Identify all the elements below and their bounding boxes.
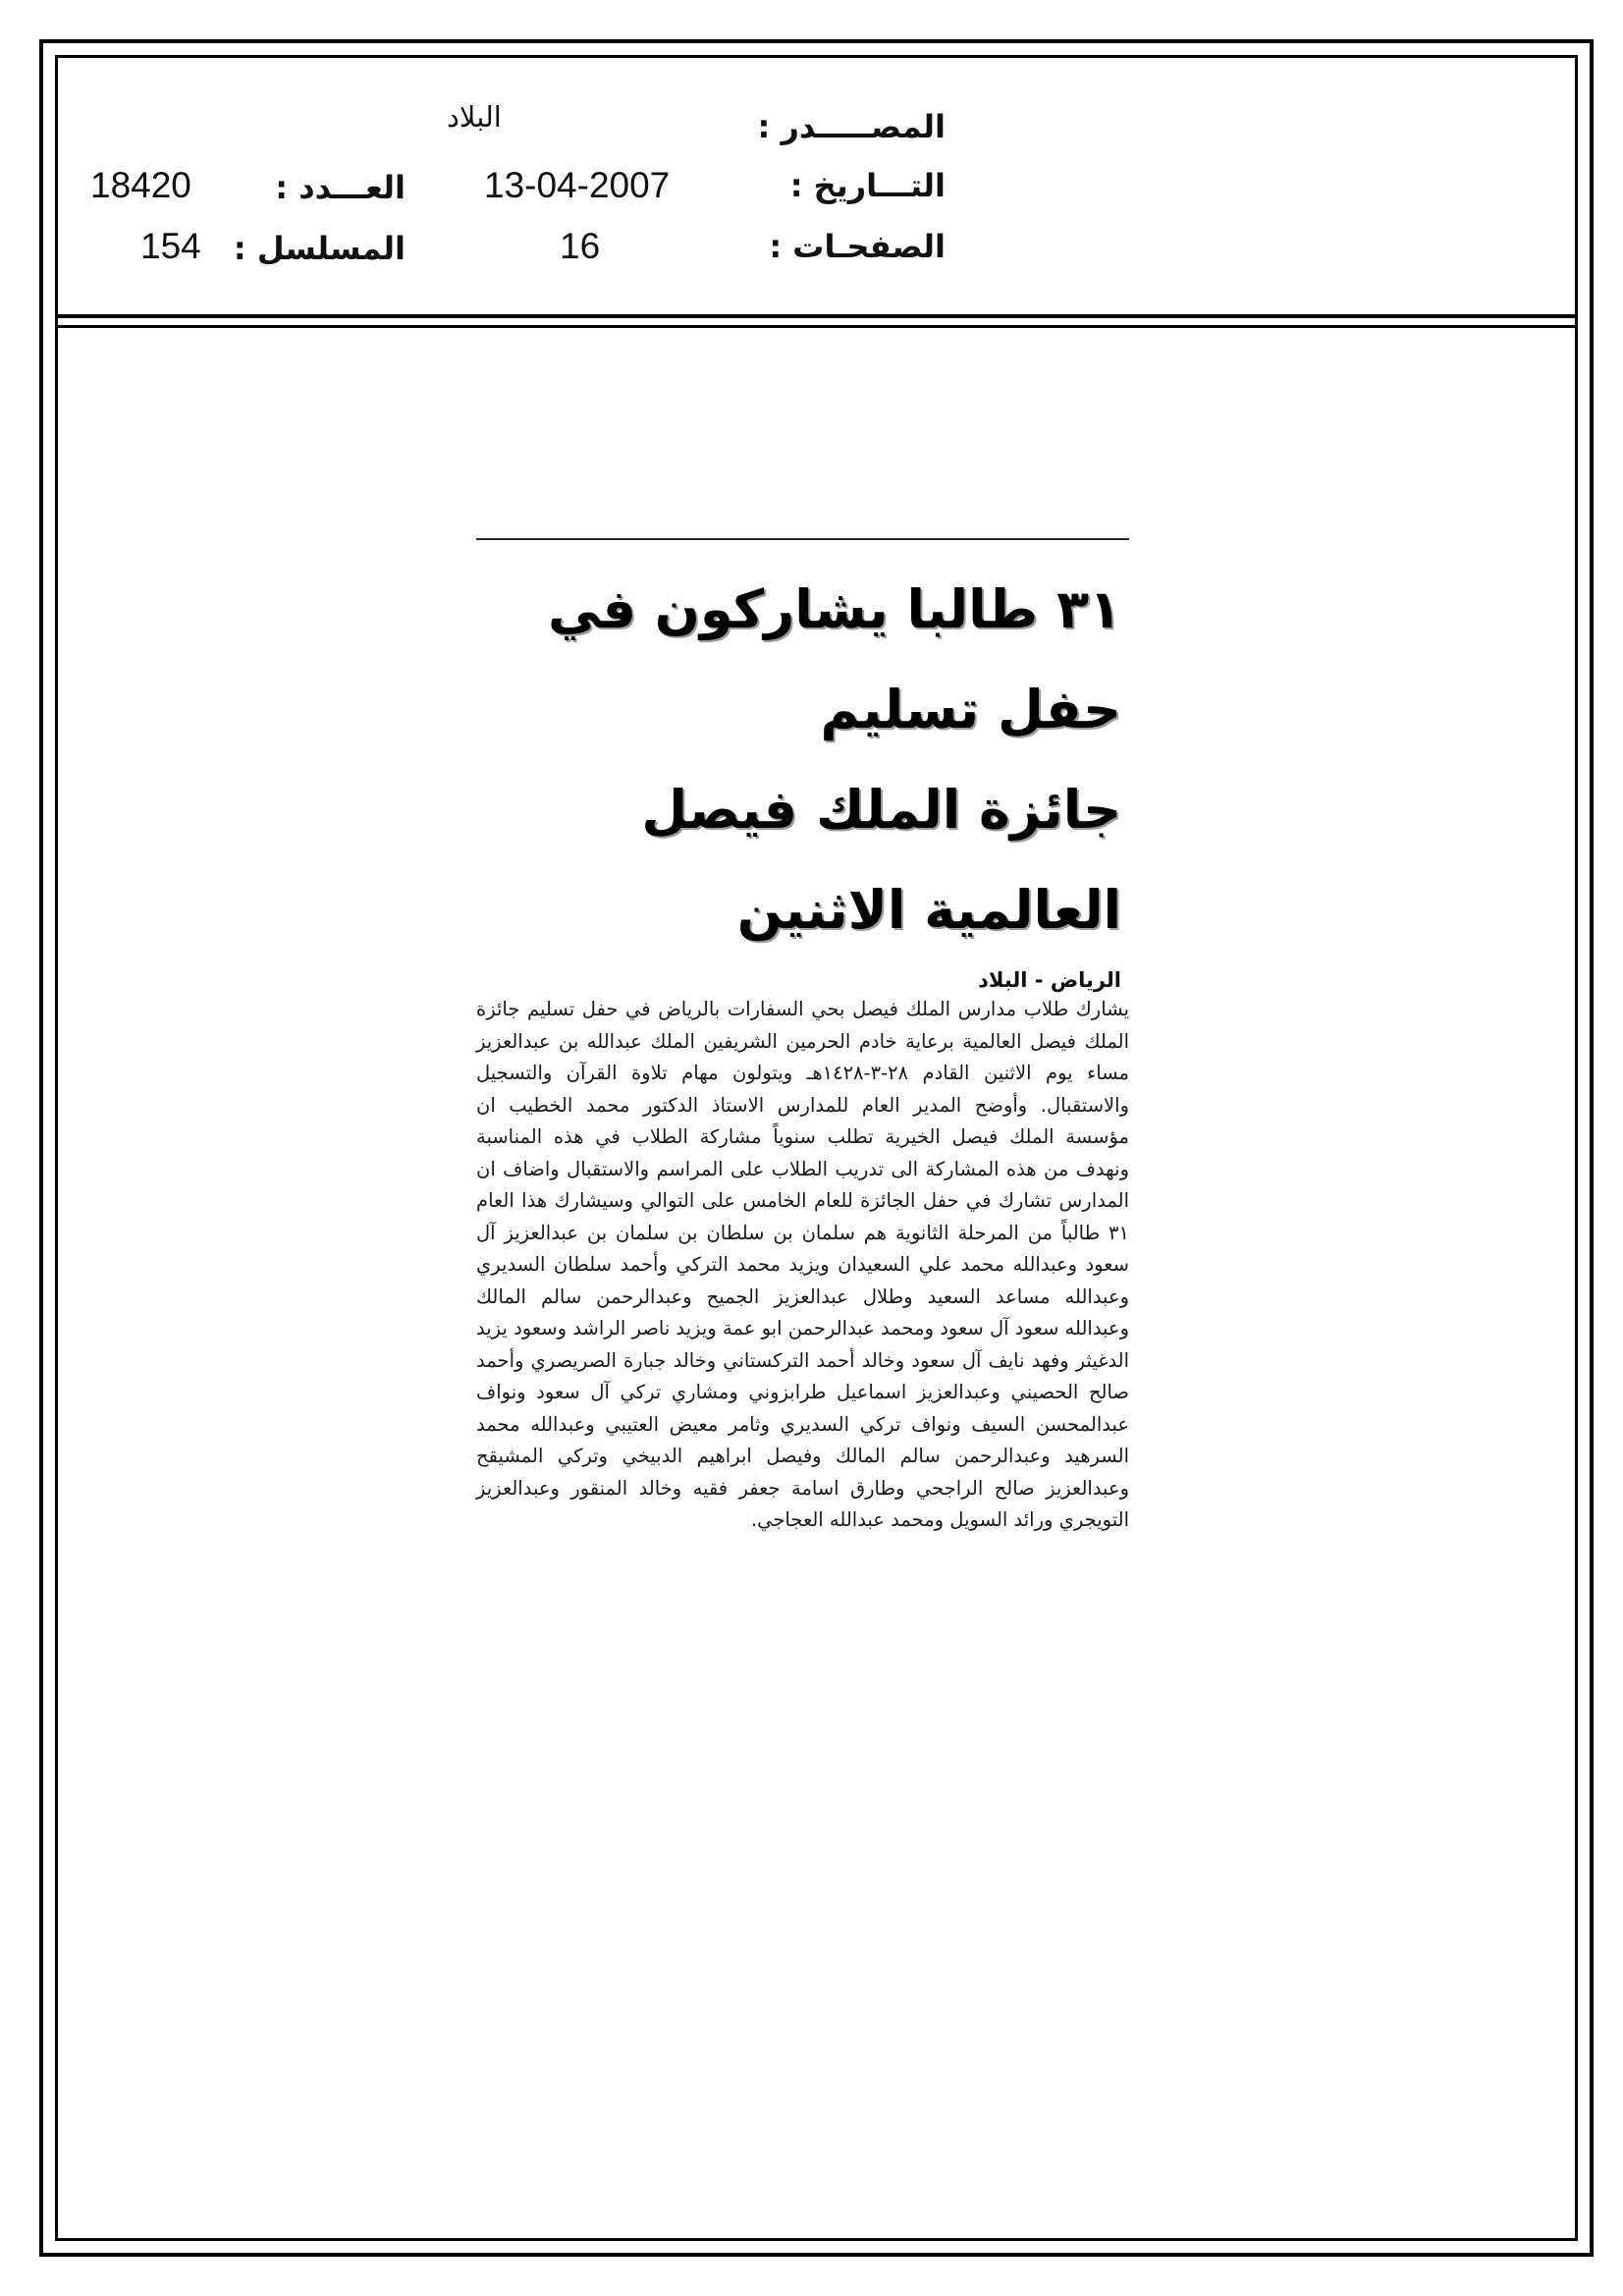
news-clipping [476, 538, 1129, 1537]
serial-value: 154 [140, 226, 201, 266]
issue-label: العـــدد : [275, 169, 406, 206]
issue-value: 18420 [90, 165, 191, 205]
pages-label: الصفحـات : [769, 228, 946, 265]
headline-line-1: ٣١ طالبا يشاركون في حفل تسليم [548, 578, 1121, 740]
dateline: الرياض - البلاد [978, 968, 1121, 992]
header-divider [55, 314, 1578, 328]
source-label: المصـــــدر : [757, 108, 946, 145]
date-label: التـــاريخ : [789, 167, 946, 204]
source-value: البلاد [447, 100, 502, 134]
clipping-top-rule [476, 538, 1129, 540]
headline-line-2: جائزة الملك فيصل العالمية الاثنين [641, 779, 1121, 941]
pages-value: 16 [560, 226, 601, 266]
article-body: يشارك طلاب مدارس الملك فيصل بحي السفارات بالرياض في حفل تسليم جائزة الملك فيصل العالمية برعاية خادم الحرمين الشريفين الملك عبدالله بن عبدالعزيز مساء يوم الاثنين القادم ٢٨-٣-١٤٢٨هـ ويتولون مهام تلاوة القرآن والتسجيل والاستقبال. وأوضح المدير العام للمدارس الاستاذ الدكتور محمد الخطيب ان مؤسسة الملك فيصل الخيرية تطلب سنوياً مشاركة الطلاب في هذه المناسبة ونهدف من هذه المشاركة الى تدريب الطلاب على المراسم والاستقبال واضاف ان المدارس تشارك في حفل الجائزة للعام الخامس على التوالي وسيشارك هذا العام ٣١ طالباً من المرحلة الثانوية هم سلمان بن سلطان بن سلمان بن عبدالعزيز آل سعود وعبدالله محمد علي السعيدان ويزيد محمد التركي وأحمد سلطان السديري وعبدالله مساعد السعيد وطلال عبدالعزيز الجميح وعبدالرحمن سالم المالك وعبدالله سعود آل سعود ومحمد عبدالرحمن ابو عمة ويزيد ناصر الراشد وسعود يزيد الدغيثر وفهد نايف آل سعود وخالد أحمد التركستاني وخالد جبارة الصريصري وأحمد صالح الحصيني وعبدالعزيز اسماعيل طرابزوني ومشاري تركي آل سعود ونواف عبدالمحسن السيف ونواف تركي السديري وثامر معيض العتيبي وعبدالله محمد السرهيد وعبدالرحمن سالم المالك وفيصل ابراهيم الدبيخي وتركي المشيقح وعبدالعزيز صالح الراجحي وطارق اسامة جعفر فقيه وخالد المنقور وعبدالعزيز التويجري ورائد السويل ومحمد عبدالله العجاجي. [476, 998, 1129, 1531]
date-value: 13-04-2007 [484, 165, 671, 205]
serial-label: المسلسل : [233, 230, 406, 267]
